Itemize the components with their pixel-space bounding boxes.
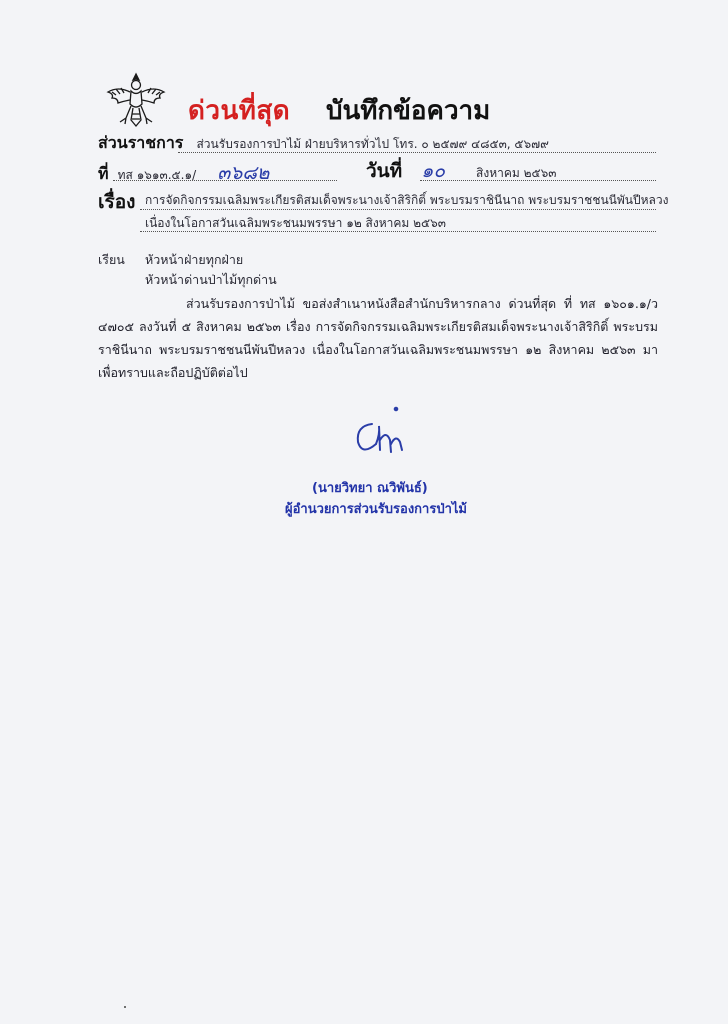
signer-position: ผู้อำนวยการส่วนรับรองการป่าไม้: [285, 502, 467, 517]
subject-label-text: เรื่อง: [98, 191, 136, 213]
date-underline: [420, 180, 656, 181]
subject-underline-1: [140, 209, 656, 210]
agency-label: ส่วนราชการ: [98, 133, 184, 152]
reference-underline: [113, 180, 337, 181]
addressee-line-2: หัวหน้าด่านป่าไม้ทุกด่าน: [145, 272, 277, 287]
date-month-year: สิงหาคม ๒๕๖๓: [476, 166, 557, 180]
addressee-label: เรียน: [98, 252, 125, 267]
subject-underline-2: [140, 231, 656, 232]
body-paragraph: [98, 292, 658, 384]
signer-name: (นายวิทยา ณวิพันธ์): [312, 481, 428, 496]
subject-line-1: การจัดกิจกรรมเฉลิมพระเกียรติสมเด็จพระนางเจ้าสิริกิติ์ พระบรมราชินีนาถ พระบรมราชชนนีพันปีหลวง: [145, 193, 669, 207]
reference-prefix: ทส ๑๖๑๓.๕.๑/: [117, 168, 197, 182]
subject-line-2: เนื่องในโอกาสวันเฉลิมพระชนมพรรษา ๑๒ สิงหาคม ๒๕๖๓: [145, 216, 446, 230]
subject-label: [98, 187, 135, 217]
reference-label: ที่: [98, 164, 109, 183]
garuda-emblem-icon: [104, 70, 168, 130]
date-row: [366, 156, 556, 186]
date-label: วันที่: [366, 160, 403, 182]
agency-underline: [178, 152, 656, 153]
body-paragraph-text: ส่วนรับรองการป่าไม้ ขอส่งสำเนาหนังสือสำนักบริหารกลาง ด่วนที่สุด ที่ ทส ๑๖๐๑.๑/ว ๔๗๐๕ ลงวันที่ ๕ สิงหาคม ๒๕๖๓ เรื่อง การจัดกิจกรรมเฉลิมพระเกียรติสมเด็จพระนางเจ้าสิริกิติ์ พระบรมราชินีนาถ พระบรมราชชนนีพันปีหลวง เนื่องในโอกาสวันเฉลิมพระชนมพรรษา ๑๒ สิงหาคม ๒๕๖๓ มาเพื่อทราบและถือปฏิบัติต่อไป: [98, 296, 658, 380]
scan-speck: [124, 1006, 126, 1008]
date-day-handwritten: ๑๐: [421, 160, 445, 182]
reference-number-handwritten: ๓๖๘๒: [217, 162, 270, 184]
reference-row: [98, 158, 269, 188]
addressee-line-1: หัวหน้าฝ่ายทุกฝ่าย: [145, 252, 244, 267]
urgency-stamp: ด่วนที่สุด: [188, 96, 291, 126]
agency-value: ส่วนรับรองการป่าไม้ ฝ่ายบริหารทั่วไป โทร. ๐ ๒๕๗๙ ๔๘๕๓, ๕๖๗๙: [196, 137, 549, 151]
handwritten-signature-icon: [346, 404, 410, 466]
memo-title: บันทึกข้อความ: [326, 96, 491, 126]
